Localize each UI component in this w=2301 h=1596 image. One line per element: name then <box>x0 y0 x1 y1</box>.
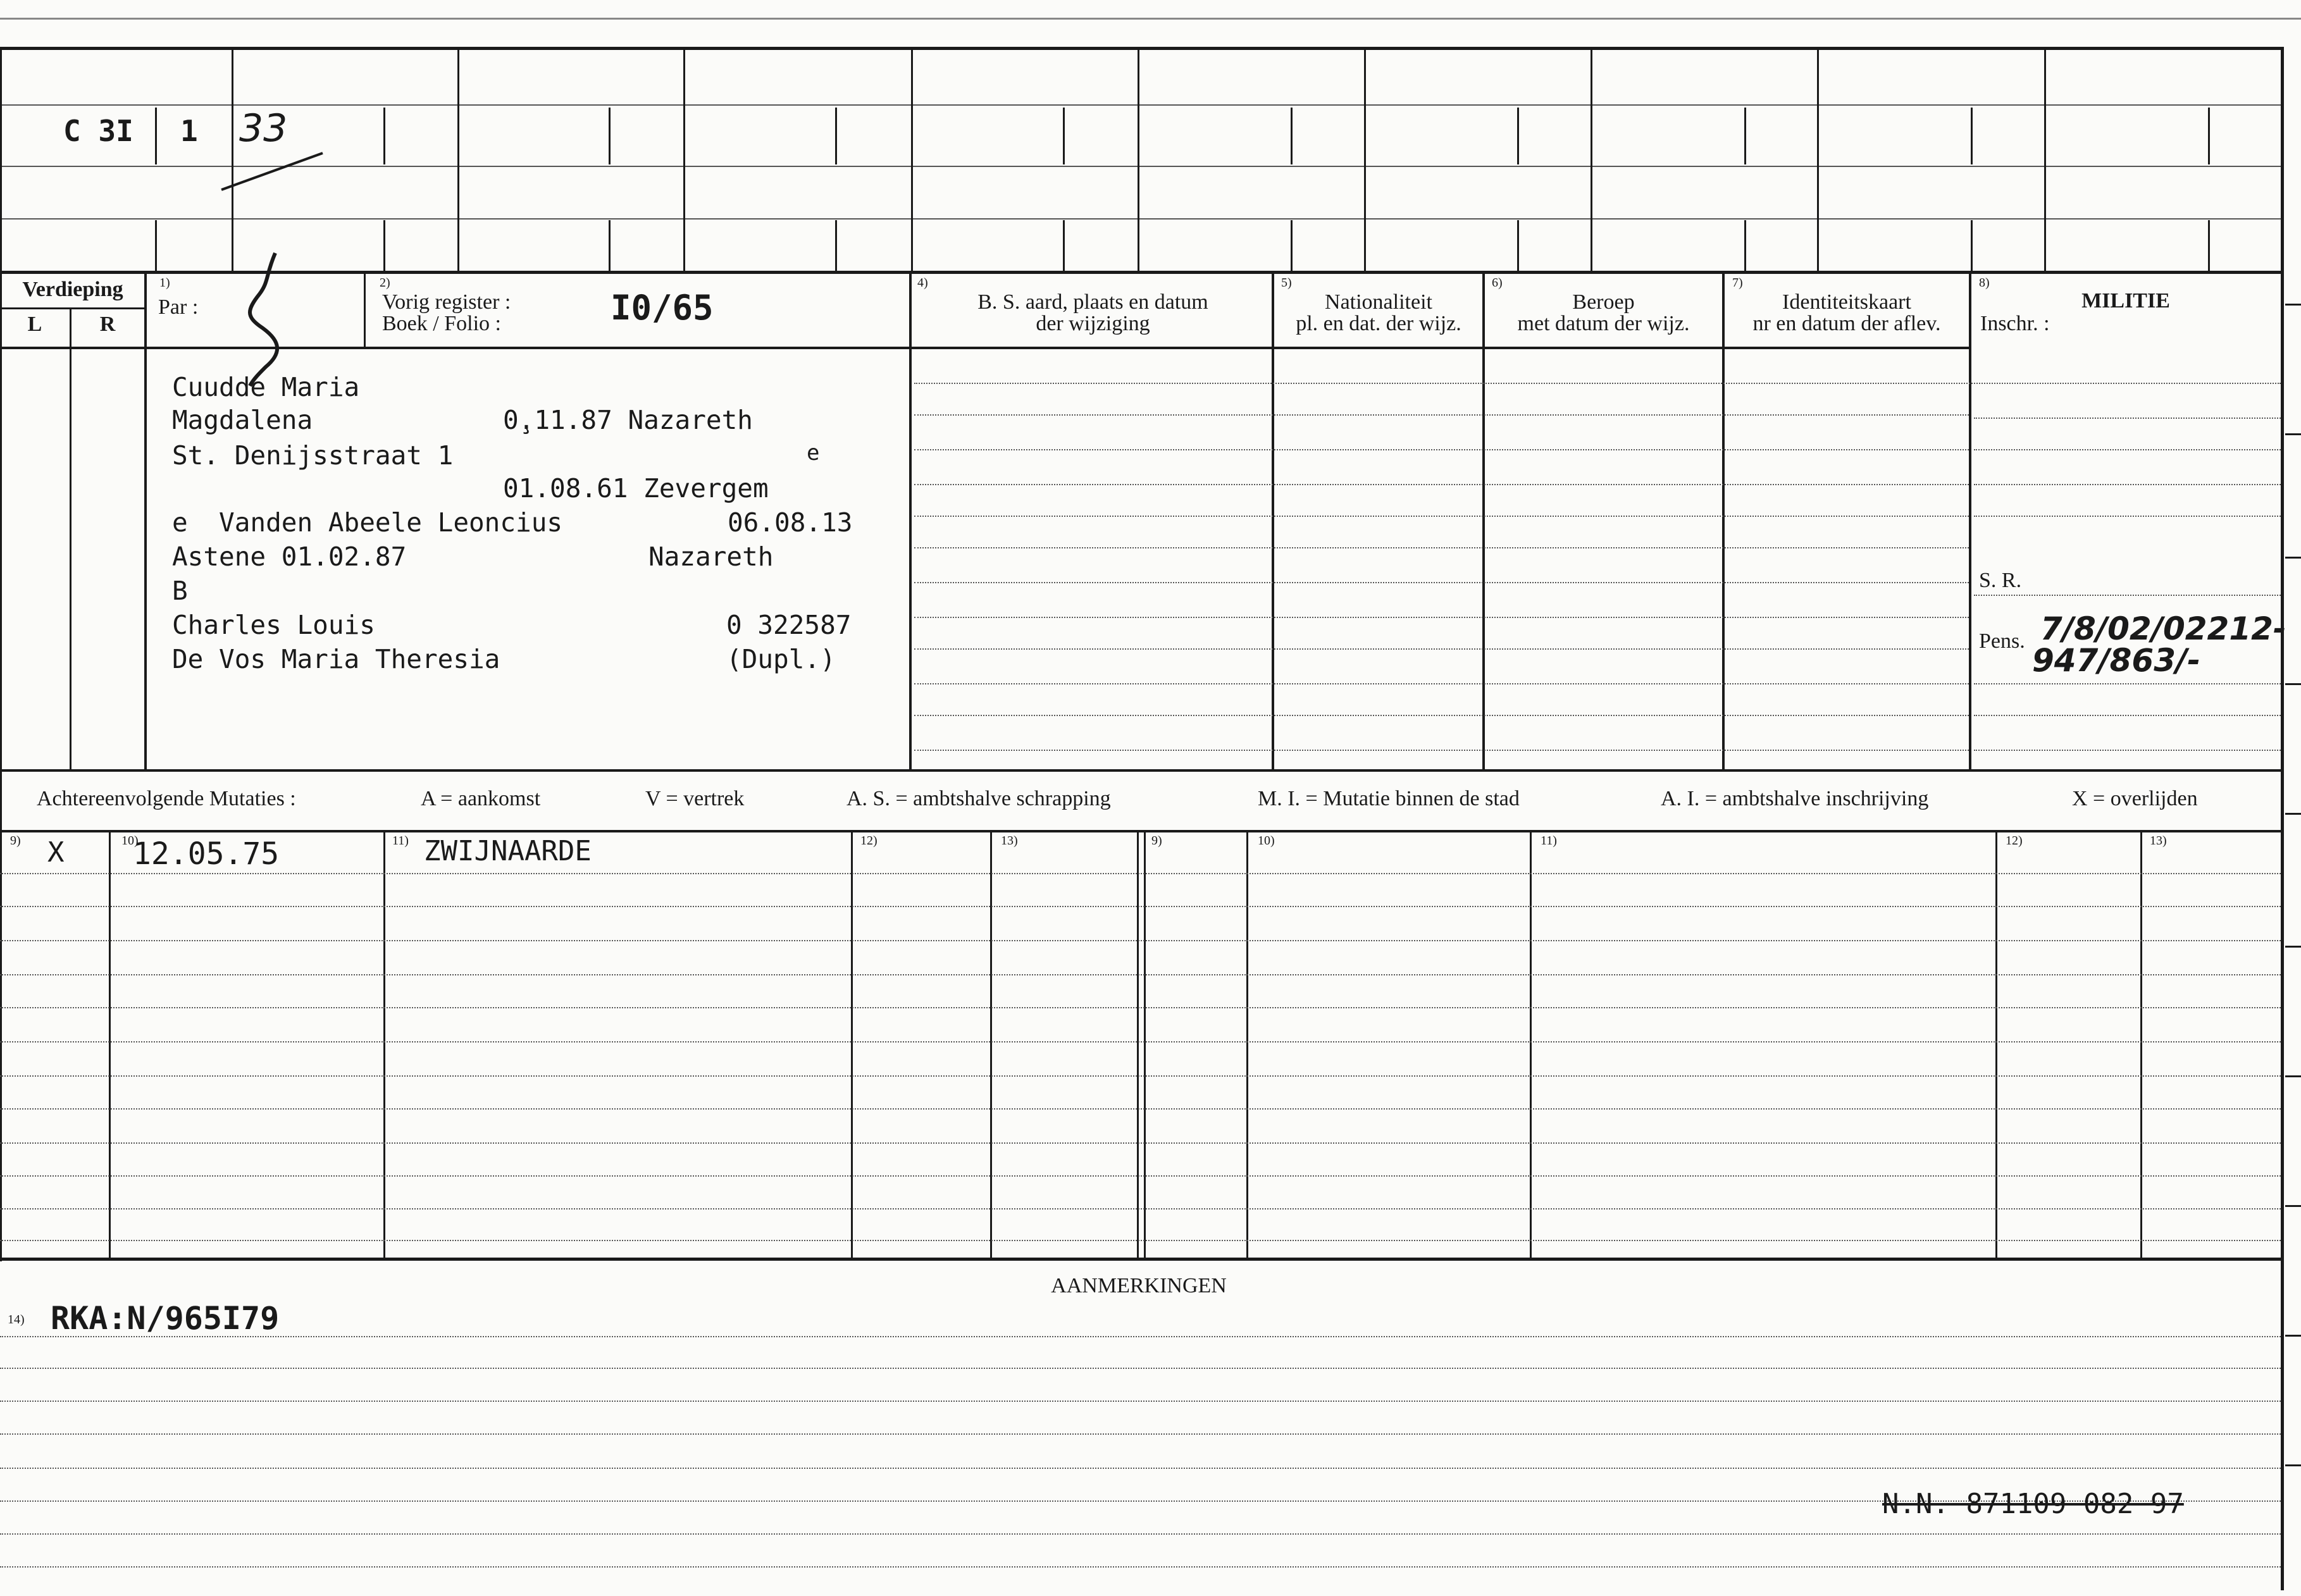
col-num-13b: 13) <box>2150 834 2167 848</box>
legend-ambtshalve-schrapping: A. S. = ambtshalve schrapping <box>847 787 1111 810</box>
legend-mutatie-binnen-stad: M. I. = Mutatie binnen de stad <box>1258 787 1520 810</box>
militie-header: MILITIE <box>2081 289 2170 312</box>
sr-label: S. R. <box>1979 569 2022 592</box>
person-line-8-father: Charles Louis <box>172 610 375 640</box>
col-num-13: 13) <box>1001 834 1018 848</box>
col-num-2: 2) <box>380 276 390 290</box>
col-num-4: 4) <box>917 276 928 290</box>
person-line-4-date: 01.08.61 Zevergem <box>503 473 769 504</box>
vorig-register-value: I0/65 <box>611 288 714 328</box>
register-code: C 3I <box>63 114 133 148</box>
mutations-legend <box>0 784 2281 816</box>
aanmerkingen-title: AANMERKINGEN <box>1051 1274 1227 1297</box>
col-num-6: 6) <box>1492 276 1503 290</box>
rka-reference: RKA:N/965I79 <box>51 1300 280 1337</box>
legend-ambtshalve-inschrijving: A. I. = ambtshalve inschrijving <box>1661 787 1929 810</box>
col-num-8: 8) <box>1979 276 1990 290</box>
mutation-date: 12.05.75 <box>133 836 280 872</box>
col-num-10: 10) <box>121 834 139 848</box>
col-num-5: 5) <box>1281 276 1292 290</box>
col-num-11b: 11) <box>1541 834 1557 848</box>
register-handwritten-number: 33 <box>239 106 288 151</box>
bs-header-line2: der wijziging <box>1036 312 1150 335</box>
person-line-8-number: 0 322587 <box>726 610 852 640</box>
par-label: Par : <box>158 295 199 319</box>
national-number: N.N. 871109 082 97 <box>1882 1488 2184 1520</box>
mutation-place: ZWIJNAARDE <box>424 835 592 867</box>
legend-title: Achtereenvolgende Mutaties : <box>37 787 296 810</box>
col-num-12: 12) <box>860 834 878 848</box>
nationaliteit-header-line2: pl. en dat. der wijz. <box>1296 312 1461 335</box>
vorig-register-label: Vorig register : <box>382 290 511 314</box>
person-line-6-birth: Astene 01.02.87 <box>172 541 407 572</box>
col-num-9: 9) <box>10 834 21 848</box>
legend-vertrek: V = vertrek <box>645 787 745 810</box>
person-line-1: Cuudde Maria <box>172 372 360 402</box>
col-num-9b: 9) <box>1151 834 1162 848</box>
person-line-7: B <box>172 576 188 606</box>
identiteitskaart-header-line2: nr en datum der aflev. <box>1752 312 1941 335</box>
legend-aankomst: A = aankomst <box>421 787 541 810</box>
pens-label: Pens. <box>1979 629 2025 653</box>
col-num-1: 1) <box>159 276 170 290</box>
legend-overlijden: X = overlijden <box>2072 787 2198 810</box>
nationaliteit-header-line1: Nationaliteit <box>1325 290 1432 314</box>
col-num-14: 14) <box>8 1313 25 1327</box>
identiteitskaart-header-line1: Identiteitskaart <box>1782 290 1911 314</box>
col-num-11: 11) <box>392 834 409 848</box>
bs-header-line1: B. S. aard, plaats en datum <box>977 290 1208 314</box>
person-line-5-date: 06.08.13 <box>728 507 853 538</box>
boek-folio-label: Boek / Folio : <box>382 312 501 335</box>
register-number: 1 <box>180 114 198 148</box>
beroep-header-line1: Beroep <box>1572 290 1635 314</box>
pens-handwritten-line2: 947/863/- <box>2032 642 2201 679</box>
person-line-9-duplicate: (Dupl.) <box>726 644 836 674</box>
pens-handwritten-line1: 7/8/02/02212- <box>2040 610 2286 647</box>
person-line-3-address: St. Denijsstraat 1 <box>172 440 454 471</box>
register-slash-mark <box>215 145 329 196</box>
person-line-5-spouse: e Vanden Abeele Leoncius <box>172 507 563 538</box>
beroep-header-line2: met datum der wijz. <box>1517 312 1690 335</box>
top-edge-line <box>0 18 2301 20</box>
verdieping-label: Verdieping <box>22 278 123 301</box>
col-num-7: 7) <box>1732 276 1743 290</box>
column-r-label: R <box>99 312 116 336</box>
par-handwritten-mark <box>240 250 297 389</box>
person-line-2-birth: 0̧.11.87 Nazareth <box>503 405 753 435</box>
person-line-6-place: Nazareth <box>648 541 774 572</box>
mutation-type: X <box>47 836 65 869</box>
person-line-9-mother: De Vos Maria Theresia <box>172 644 500 674</box>
column-l-label: L <box>27 312 42 336</box>
inschr-label: Inschr. : <box>1980 312 2050 335</box>
col-num-12b: 12) <box>2006 834 2023 848</box>
col-num-10b: 10) <box>1258 834 1275 848</box>
person-line-2-name: Magdalena <box>172 405 313 435</box>
person-line-3-mark: e <box>807 440 820 466</box>
